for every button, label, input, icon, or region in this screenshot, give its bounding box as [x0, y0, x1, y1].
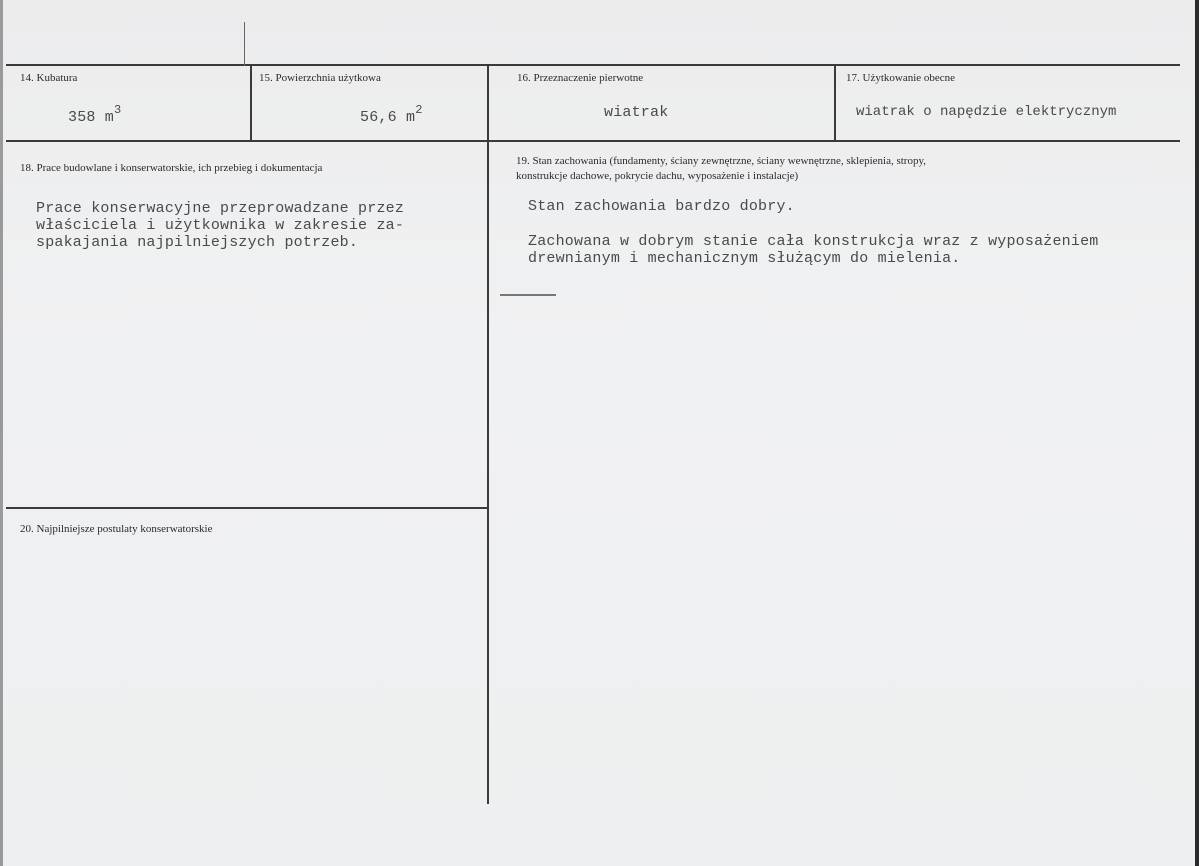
col-divider-16-17 [834, 64, 836, 141]
field-18-line-2: właściciela i użytkownika w zakresie za- [36, 217, 405, 234]
area-number: 56,6 m [360, 109, 416, 126]
field-19-paragraph-1: Stan zachowania bardzo dobry. [528, 198, 795, 215]
field-14-value [68, 104, 121, 126]
field-18-line-1: Prace konserwacyjne przeprowadzane przez [36, 200, 405, 217]
kubatura-exponent: 3 [114, 103, 122, 117]
field-14-label: 14. Kubatura [20, 72, 78, 84]
field-19-paragraph-2-line-2: drewnianym i mechanicznym służącym do mielenia. [528, 250, 961, 267]
pencil-mark [244, 22, 245, 66]
field-15-value [360, 104, 423, 126]
field-17-label: 17. Użytkowanie obecne [846, 72, 956, 84]
top-rule [6, 64, 1180, 66]
field-17-value: wiatrak o napędzie elektrycznym [856, 104, 1117, 120]
field-15-label: 15. Powierzchnia użytkowa [259, 72, 381, 84]
field-19-label-line-2: konstrukcje dachowe, pokrycie dachu, wyposażenie i instalacje) [516, 170, 799, 182]
field-16-value: wiatrak [604, 104, 669, 121]
field-20-label: 20. Najpilniejsze postulaty konserwatorskie [20, 523, 213, 535]
dash-mark [500, 294, 556, 296]
col-divider-15-16 [487, 64, 489, 804]
col-divider-14-15 [250, 64, 252, 141]
field-19-label-line-1: 19. Stan zachowania (fundamenty, ściany zewnętrzne, ściany wewnętrzne, sklepienia, stropy, [516, 155, 927, 167]
field-18-label: 18. Prace budowlane i konserwatorskie, ich przebieg i dokumentacja [20, 162, 323, 174]
field-16-label: 16. Przeznaczenie pierwotne [517, 72, 644, 84]
card-edge-left [0, 0, 3, 866]
field-19-paragraph-2-line-1: Zachowana w dobrym stanie cała konstrukcja wraz z wyposażeniem [528, 233, 1099, 250]
kubatura-number: 358 m [68, 109, 115, 126]
field-18-line-3: spakajania najpilniejszych potrzeb. [36, 234, 359, 251]
row-divider-1 [6, 140, 1180, 142]
row-divider-2 [6, 507, 487, 509]
card-edge-right [1195, 0, 1199, 866]
area-exponent: 2 [415, 103, 423, 117]
